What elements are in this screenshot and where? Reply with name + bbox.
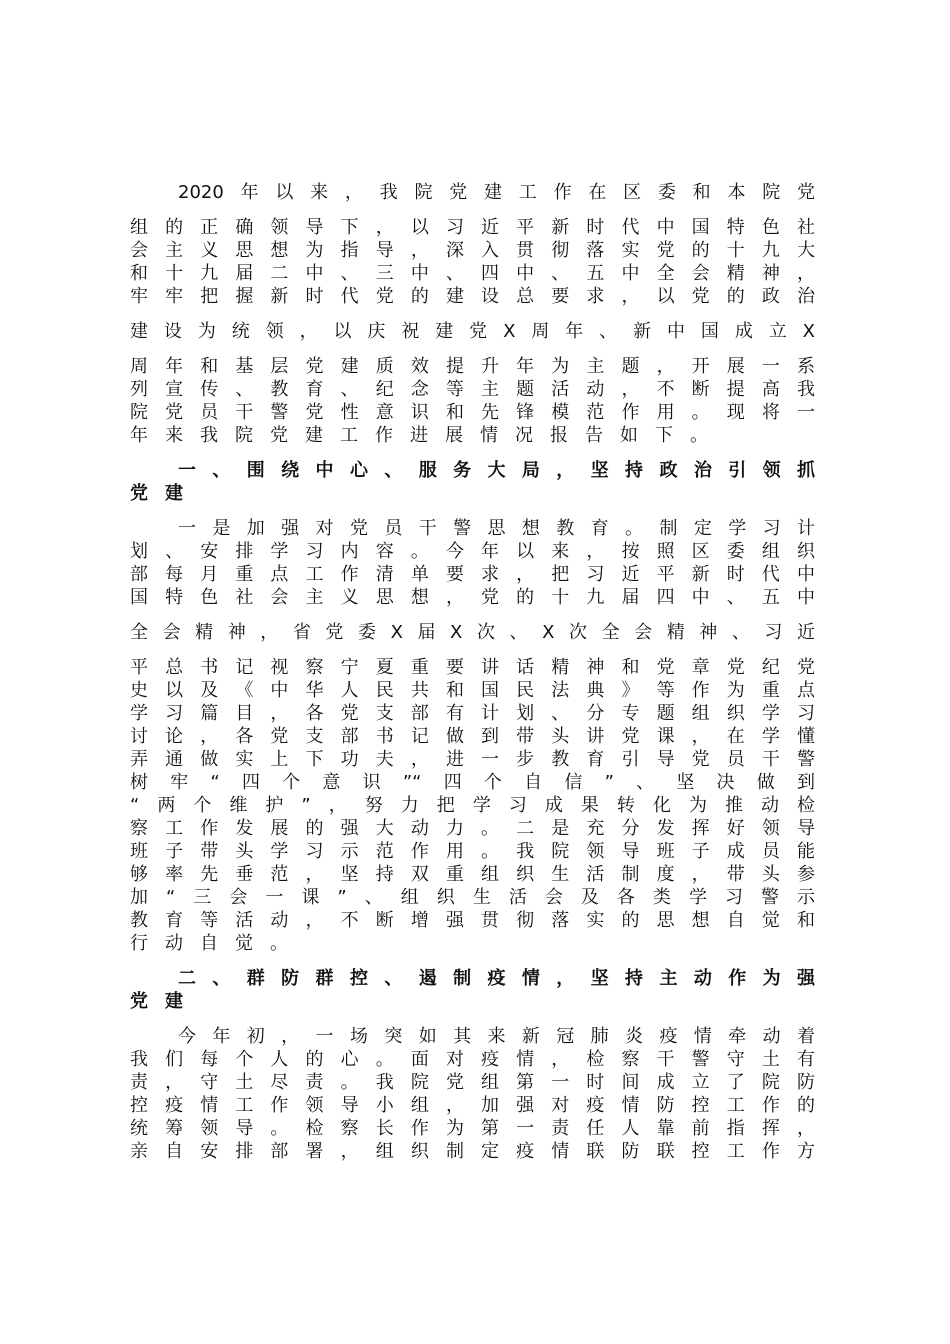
- paragraph-line: 建设为统领，以庆祝建党X周年、新中国成立X: [130, 321, 815, 342]
- section-heading-line: 一、围绕中心、服务大局，坚持政治引领抓: [178, 460, 815, 481]
- paragraph-line: 部每月重点工作清单要求，把习近平新时代中: [130, 564, 815, 585]
- paragraph-line: 我们每个人的心。面对疫情，检察干警守土有: [130, 1049, 815, 1070]
- paragraph-line: 组的正确领导下，以习近平新时代中国特色社: [130, 217, 815, 238]
- section-heading-line: 二、群防群控、遏制疫情，坚持主动作为强: [178, 968, 815, 989]
- paragraph-line: 史以及《中华人民共和国民法典》等作为重点: [130, 680, 815, 701]
- paragraph-line: 讨论，各党支部书记做到带头讲党课，在学懂: [130, 726, 815, 747]
- paragraph-line: 教育等活动，不断增强贯彻落实的思想自觉和: [130, 910, 815, 931]
- paragraph-line: 班子带头学习示范作用。我院领导班子成员能: [130, 841, 815, 862]
- paragraph-line: 牢牢把握新时代党的建设总要求，以党的政治: [130, 286, 815, 307]
- section-heading-line: 党建: [130, 991, 200, 1012]
- paragraph-line: 一是加强对党员干警思想教育。制定学习计: [178, 518, 815, 539]
- paragraph-line: 国特色社会主义思想，党的十九届四中、五中: [130, 587, 815, 608]
- paragraph-line: 划、安排学习内容。今年以来，按照区委组织: [130, 541, 815, 562]
- paragraph-line: 控疫情工作领导小组，加强对疫情防控工作的: [130, 1095, 815, 1116]
- paragraph-line: 年来我院党建工作进展情况报告如下。: [130, 425, 725, 446]
- paragraph-line: 2020年以来，我院党建工作在区委和本院党: [178, 182, 815, 203]
- section-heading-line: 党建: [130, 483, 200, 504]
- paragraph-line: 察工作发展的强大动力。二是充分发挥好领导: [130, 818, 815, 839]
- paragraph-line: 列宣传、教育、纪念等主题活动，不断提高我: [130, 379, 815, 400]
- paragraph-line: 责，守土尽责。我院党组第一时间成立了院防: [130, 1072, 815, 1093]
- paragraph-line: 统筹领导。检察长作为第一责任人靠前指挥，: [130, 1118, 815, 1139]
- paragraph-line: 和十九届二中、三中、四中、五中全会精神，: [130, 263, 815, 284]
- paragraph-line: 学习篇目，各党支部有计划、分专题组织学习: [130, 703, 815, 724]
- paragraph-line: “两个维护”，努力把学习成果转化为推动检: [130, 795, 815, 816]
- paragraph-line: 平总书记视察宁夏重要讲话精神和党章党纪党: [130, 657, 815, 678]
- paragraph-line: 今年初，一场突如其来新冠肺炎疫情牵动着: [178, 1026, 815, 1047]
- paragraph-line: 行动自觉。: [130, 933, 305, 954]
- paragraph-line: 树牢“四个意识”“四个自信”、坚决做到: [130, 772, 815, 793]
- paragraph-line: 弄通做实上下功夫，进一步教育引导党员干警: [130, 749, 815, 770]
- paragraph-line: 周年和基层党建质效提升年为主题，开展一系: [130, 356, 815, 377]
- paragraph-line: 加“三会一课”、组织生活会及各类学习警示: [130, 887, 815, 908]
- paragraph-line: 全会精神，省党委X届X次、X次全会精神、习近: [130, 622, 815, 643]
- paragraph-line: 会主义思想为指导，深入贯彻落实党的十九大: [130, 240, 815, 261]
- paragraph-line: 院党员干警党性意识和先锋模范作用。现将一: [130, 402, 815, 423]
- paragraph-line: 亲自安排部署，组织制定疫情联防联控工作方: [130, 1141, 815, 1162]
- paragraph-line: 够率先垂范，坚持双重组织生活制度，带头参: [130, 864, 815, 885]
